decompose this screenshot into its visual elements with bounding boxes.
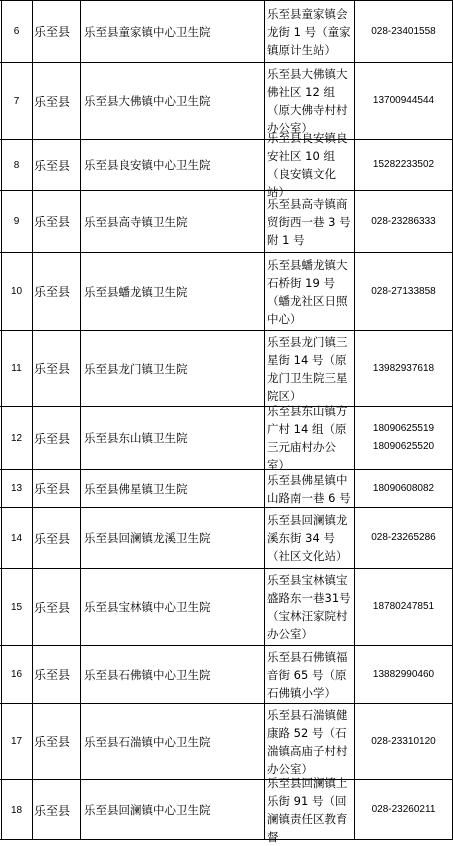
cell-county — [32, 253, 80, 330]
cell-phone — [355, 191, 452, 252]
cell-hospital-name — [81, 780, 264, 840]
cell-county-text: 乐至县 — [34, 285, 71, 299]
cell-address-text: 乐至县龙门镇三星街 14 号（原龙门卫生院三星院区） — [267, 334, 348, 403]
cell-hospital-name — [81, 1, 264, 62]
cell-county-text: 乐至县 — [34, 735, 71, 749]
cell-county-text: 乐至县 — [34, 803, 71, 818]
cell-number — [1, 407, 32, 469]
cell-phone — [355, 140, 452, 190]
cell-address — [265, 253, 354, 330]
cell-hospital-name-text: 乐至县回澜镇中心卫生院 — [84, 803, 211, 817]
cell-hospital-name-text: 乐至县高寺镇卫生院 — [84, 214, 188, 229]
cell-number — [1, 63, 32, 139]
cell-phone — [355, 407, 452, 469]
cell-phone-text: 13982937618 — [372, 362, 435, 374]
cell-hospital-name — [81, 569, 264, 645]
cell-county-text: 乐至县 — [34, 531, 71, 546]
cell-address-text: 乐至县宝林镇宝盛路东一巷31号（宝林汪家院村办公室） — [267, 573, 351, 641]
cell-address — [265, 704, 354, 779]
cell-address — [265, 63, 354, 139]
cell-number-text: 12 — [10, 432, 23, 444]
cell-county-text: 乐至县 — [34, 25, 71, 39]
cell-address — [265, 404, 354, 472]
cell-address — [265, 1, 354, 62]
cell-hospital-name-text: 乐至县童家镇中心卫生院 — [84, 24, 211, 39]
cell-county — [32, 470, 80, 507]
cell-number — [1, 646, 32, 703]
cell-county — [32, 63, 80, 139]
cell-hospital-name — [81, 140, 264, 190]
cell-phone — [355, 331, 452, 406]
cell-county-text: 乐至县 — [34, 482, 71, 496]
cell-county — [32, 508, 80, 568]
cell-phone-text: 18090608082 — [372, 482, 435, 494]
cell-number — [1, 191, 32, 252]
cell-number — [1, 1, 32, 62]
cell-address — [265, 569, 354, 645]
cell-number — [1, 508, 32, 568]
cell-address — [265, 331, 354, 406]
cell-hospital-name — [81, 704, 264, 779]
cell-address-text: 乐至县回澜镇龙溪东街 34 号（社区文化站） — [267, 513, 348, 563]
cell-number-text: 17 — [10, 736, 23, 747]
cell-county — [32, 331, 80, 406]
cell-address-text: 乐至县石佛镇福音街 65 号（原石佛镇小学） — [267, 649, 348, 700]
cell-hospital-name — [81, 331, 264, 406]
cell-number-text: 8 — [13, 159, 20, 171]
cell-address — [265, 776, 354, 844]
cell-number-text: 11 — [11, 363, 22, 374]
cell-county — [32, 191, 80, 252]
cell-number-text: 13 — [10, 483, 23, 494]
cell-county — [32, 407, 80, 469]
cell-address-text: 乐至县蟠龙镇大石桥街 19 号（蟠龙社区日照中心） — [267, 257, 348, 326]
cell-number — [1, 331, 32, 406]
cell-number-text: 18 — [10, 804, 23, 816]
cell-phone-text: 13700944544 — [372, 95, 435, 106]
cell-number — [1, 253, 32, 330]
cell-county — [32, 780, 80, 840]
cell-hospital-name-text: 乐至县回澜镇龙溪卫生院 — [84, 531, 211, 545]
cell-hospital-name — [81, 646, 264, 703]
cell-address-text: 乐至县回澜镇上乐街 91 号（回澜镇责任区教育督 — [267, 776, 348, 844]
cell-phone-text: 028-23260211 — [371, 804, 436, 815]
cell-number — [1, 470, 32, 507]
cell-number — [1, 140, 32, 190]
cell-number — [1, 704, 32, 779]
cell-phone-text: 13882990460 — [372, 668, 435, 680]
cell-address-text: 乐至县高寺镇商贸街西一巷 3 号附 1 号 — [267, 196, 351, 247]
cell-phone-text: 028-27133858 — [371, 285, 436, 297]
cell-hospital-name — [81, 508, 264, 568]
cell-hospital-name — [81, 407, 264, 469]
cell-hospital-name-text: 乐至县龙门镇卫生院 — [84, 361, 188, 376]
cell-address — [265, 508, 354, 568]
cell-hospital-name-text: 乐至县东山镇卫生院 — [84, 431, 188, 445]
cell-county-text: 乐至县 — [34, 94, 71, 109]
cell-phone-text: 028-23310120 — [371, 735, 436, 747]
cell-phone-text: 028-23265286 — [371, 532, 436, 543]
cell-hospital-name — [81, 191, 264, 252]
cell-address — [265, 646, 354, 703]
cell-phone-text: 18090625519 18090625520 — [372, 423, 435, 452]
cell-number-text: 6 — [13, 26, 20, 37]
cell-phone — [355, 569, 452, 645]
cell-hospital-name-text: 乐至县蟠龙镇卫生院 — [84, 284, 188, 299]
cell-hospital-name — [81, 470, 264, 507]
cell-phone — [355, 63, 452, 139]
cell-number-text: 9 — [13, 216, 20, 227]
cell-county — [32, 569, 80, 645]
cell-number-text: 7 — [13, 95, 20, 107]
cell-county-text: 乐至县 — [34, 362, 71, 376]
cell-county-text: 乐至县 — [34, 600, 71, 615]
cell-address — [265, 131, 354, 199]
cell-address-text: 乐至县大佛镇大佛社区 12 组（原大佛寺村村办公室） — [267, 67, 348, 135]
cell-number-text: 14 — [10, 532, 23, 544]
cell-hospital-name — [81, 253, 264, 330]
cell-hospital-name-text: 乐至县宝林镇中心卫生院 — [84, 600, 211, 614]
cell-address-text: 乐至县良安镇良安社区 10 组（良安镇文化站） — [267, 131, 348, 199]
cell-hospital-name-text: 乐至县石佛镇中心卫生院 — [84, 667, 211, 682]
cell-phone — [355, 253, 452, 330]
cell-address — [265, 470, 354, 507]
cell-phone-text: 028-23286333 — [371, 215, 436, 227]
cell-hospital-name — [81, 63, 264, 139]
cell-phone — [355, 1, 452, 62]
cell-county-text: 乐至县 — [34, 215, 71, 229]
cell-phone-text: 15282233502 — [372, 159, 435, 170]
cell-county — [32, 646, 80, 703]
cell-phone — [355, 704, 452, 779]
cell-number — [1, 780, 32, 840]
cell-phone-text: 18780247851 — [372, 601, 435, 612]
cell-hospital-name-text: 乐至县良安镇中心卫生院 — [84, 158, 211, 172]
cell-phone — [355, 780, 452, 840]
cell-county — [32, 1, 80, 62]
cell-county — [32, 704, 80, 779]
cell-phone — [355, 508, 452, 568]
cell-county-text: 乐至县 — [34, 431, 71, 446]
cell-hospital-name-text: 乐至县石湍镇中心卫生院 — [84, 734, 211, 749]
cell-phone-text: 028-23401558 — [371, 25, 436, 37]
cell-address — [265, 191, 354, 252]
cell-number-text: 10 — [10, 286, 23, 297]
cell-county-text: 乐至县 — [34, 158, 71, 173]
cell-phone — [355, 646, 452, 703]
cell-address-text: 乐至县东山镇方广村 14 组（原三元庙村办公室） — [267, 404, 348, 472]
cell-hospital-name-text: 乐至县佛星镇卫生院 — [84, 481, 188, 496]
cell-number-text: 15 — [10, 601, 23, 613]
cell-number-text: 16 — [10, 669, 23, 680]
cell-hospital-name-text: 乐至县大佛镇中心卫生院 — [84, 94, 211, 108]
cell-number — [1, 569, 32, 645]
cell-address-text: 乐至县童家镇会龙街 1 号（童家镇原计生站） — [267, 6, 351, 57]
cell-county — [32, 140, 80, 190]
cell-address-text: 乐至县石湍镇健康路 52 号（石湍镇高庙子村村办公室） — [267, 707, 348, 776]
cell-phone — [355, 470, 452, 507]
cell-county-text: 乐至县 — [34, 668, 71, 682]
cell-address-text: 乐至县佛星镇中山路南一巷 6 号 — [267, 472, 351, 505]
